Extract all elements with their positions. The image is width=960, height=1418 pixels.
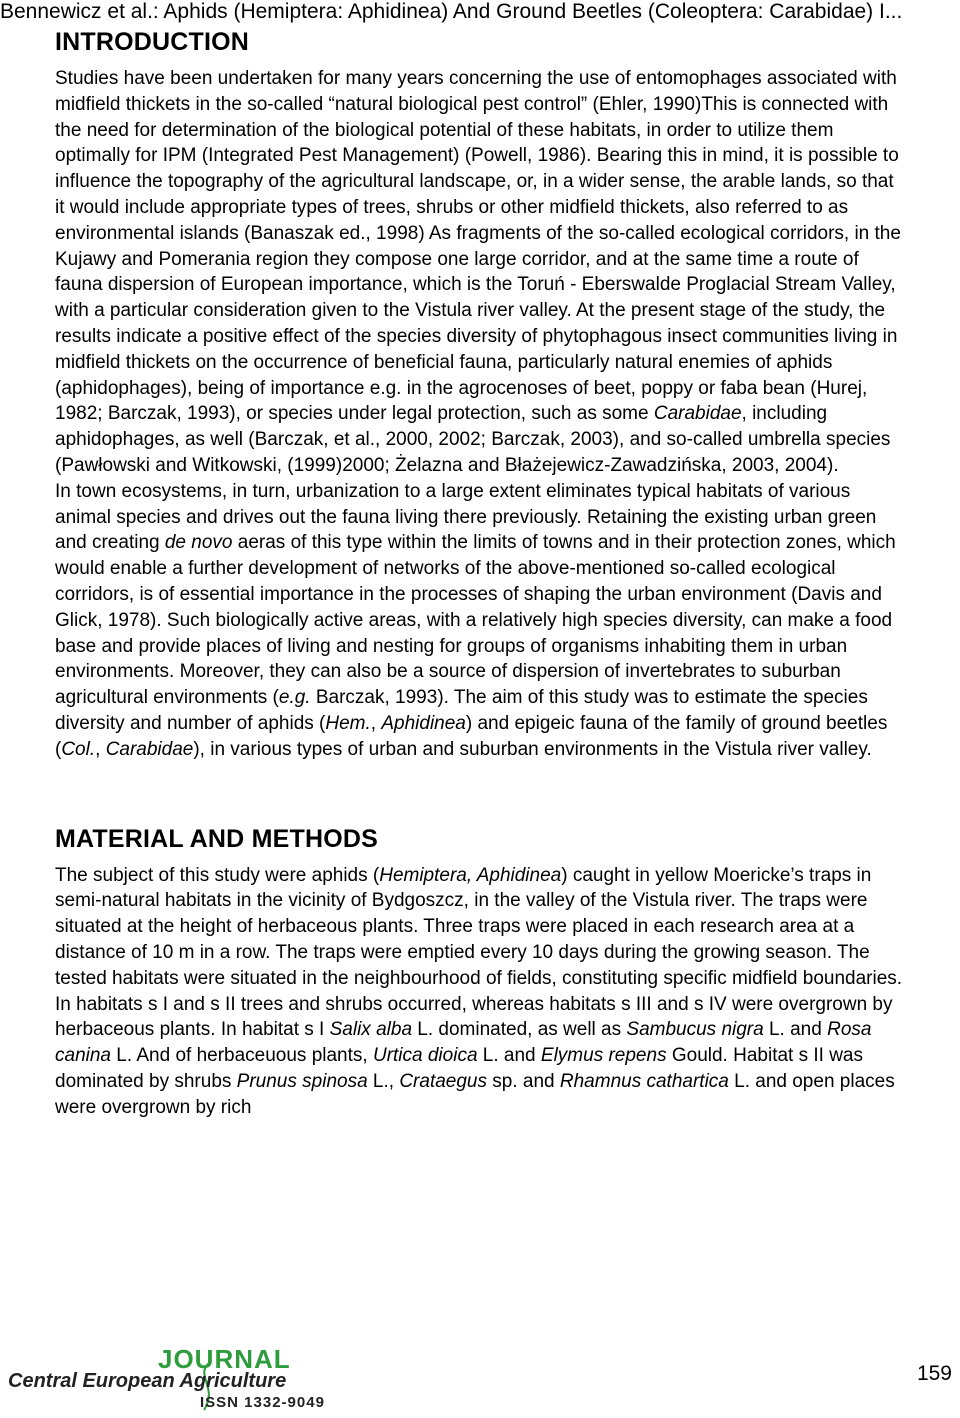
- text-run: Barczak, 1993). The aim of this study was to estimate the species diversity and number of aphids (: [55, 687, 868, 734]
- italic-run: Salix alba: [329, 1019, 413, 1041]
- text-run: Gould. Habitat s II was dominated by shrubs: [55, 1045, 863, 1092]
- italic-run: Hemiptera, Aphidinea: [379, 864, 562, 886]
- text-run: L. And of herbaceuous plants,: [111, 1045, 373, 1067]
- text-run: ,: [95, 738, 106, 760]
- text-run: ), in various types of urban and suburban environments in the Vistula river valley.: [193, 738, 872, 760]
- italic-run: Carabidae: [105, 738, 194, 760]
- section-title-methods: MATERIAL AND METHODS: [55, 824, 378, 853]
- introduction-paragraph-1: [55, 66, 903, 479]
- journal-logo: [8, 1344, 348, 1414]
- text-run: L. and open places were overgrown by rich: [55, 1070, 895, 1118]
- italic-run: Rosa canina: [55, 1019, 872, 1067]
- italic-run: Prunus spinosa: [236, 1070, 368, 1092]
- italic-run: Col.: [61, 738, 96, 760]
- page-footer: [0, 1340, 960, 1418]
- text-run: L. dominated, as well as: [412, 1019, 627, 1041]
- running-head: Bennewicz et al.: Aphids (Hemiptera: Aphidinea) And Ground Beetles (Coleoptera: Carabidae) I...: [0, 0, 903, 23]
- logo-journal-name: Central European Agriculture: [8, 1370, 287, 1392]
- logo-journal-text: JOURNAL: [158, 1344, 291, 1374]
- text-run: Studies have been undertaken for many years concerning the use of entomophages associated with midfield thickets in the so-called “natural biological pest control” (Ehler, 1990)This is connected with the need for determination of the biological potential of these habitats, in order to utilize them optimally for IPM (Integrated Pest Management) (Powell, 1986). Bearing this in mind, it is possible to influence the topography of the agricultural landscape, or, in a wider sense, the arable lands, so that it would include appropriate types of trees, shrubs or other midfield thickets, also referred to as environmental islands (Banaszak ed., 1998) As fragments of the so-called ecological corridors, in the Kujawy and Pomerania region they compose one large corridor, and at the same time a route of fauna dispersion of European importance, which is the Toruń - Eberswalde Proglacial Stream Valley, with a particular consideration given to the Vistula river valley. At the present stage of the study, the results indicate a positive effect of the species diversity of phytophagous insect communities living in midfield thickets on the occurrence of beneficial fauna, particularly natural enemies of aphids (aphidophages), being of importance e.g. in the agrocenoses of beet, poppy or faba bean (Hurej, 1982; Barczak, 1993), or species under legal protection, such as some: [55, 68, 901, 425]
- section-title-introduction: INTRODUCTION: [55, 28, 250, 56]
- italic-run: Sambucus nigra: [626, 1019, 764, 1041]
- italic-run: Carabidae: [653, 403, 742, 425]
- text-run: ) caught in yellow Moericke’s traps in semi-natural habitats in the vicinity of Bydgoszcz, in the valley of the Vistula river. The traps were situated at the height of herbaceous plants. Three traps were placed in each research area at a distance of 10 m in a row. The traps were emptied every 10 days during the growing season. The tested habitats were situated in the neighbourhood of fields, constituting specific midfield boundaries. In habitats s I and s II trees and shrubs occurred, whereas habitats s III and s IV were overgrown by herbaceous plants. In habitat s I: [55, 864, 903, 1041]
- methods-paragraph-1: [55, 863, 903, 1121]
- text-run: ,: [370, 712, 382, 734]
- italic-run: Rhamnus cathartica: [559, 1070, 729, 1092]
- italic-run: Hem.: [325, 712, 371, 734]
- page-number: 159: [916, 1362, 952, 1385]
- text-run: L. and: [763, 1019, 828, 1041]
- italic-run: e.g.: [278, 687, 311, 709]
- italic-run: Urtica dioica: [372, 1045, 478, 1067]
- text-run: In town ecosystems, in turn, urbanization to a large extent eliminates typical habitats of various animal species and drives out the fauna living there previously. Retaining the existing urban green and creating: [55, 480, 877, 554]
- italic-run: Elymus repens: [540, 1045, 667, 1067]
- italic-run: de novo: [164, 532, 233, 554]
- page-body: [55, 24, 903, 1120]
- text-run: The subject of this study were aphids (: [55, 864, 380, 886]
- italic-run: Aphidinea: [381, 712, 466, 734]
- logo-issn: ISSN 1332-9049: [200, 1394, 325, 1411]
- text-run: sp. and: [487, 1070, 560, 1092]
- text-run: L. and: [477, 1045, 541, 1067]
- text-run: , including aphidophages, as well (Barczak, et al., 2000, 2002; Barczak, 2003), and so-called umbrella species (Pawłowski and Witkowski, (1999)2000; Żelazna and Błażejewicz-Zawadzińska, 2003, 2004).: [55, 403, 891, 476]
- text-run: ) and epigeic fauna of the family of ground beetles (: [55, 712, 888, 760]
- text-run: L.,: [367, 1070, 400, 1092]
- italic-run: Crataegus: [399, 1070, 487, 1092]
- text-run: aeras of this type within the limits of towns and in their protection zones, which would enable a further development of networks of the above-mentioned so-called ecological corridors, is of essential importance in the processes of shaping the urban environment (Davis and Glick, 1978). Such biologically active areas, with a relatively high species diversity, can make a food base and provide places of living and nesting for groups of organisms inhabiting them in urban environments. Moreover, they can also be a source of dispersion of invertebrates to suburban agricultural environments (: [55, 532, 896, 709]
- introduction-paragraph-2: [55, 479, 903, 763]
